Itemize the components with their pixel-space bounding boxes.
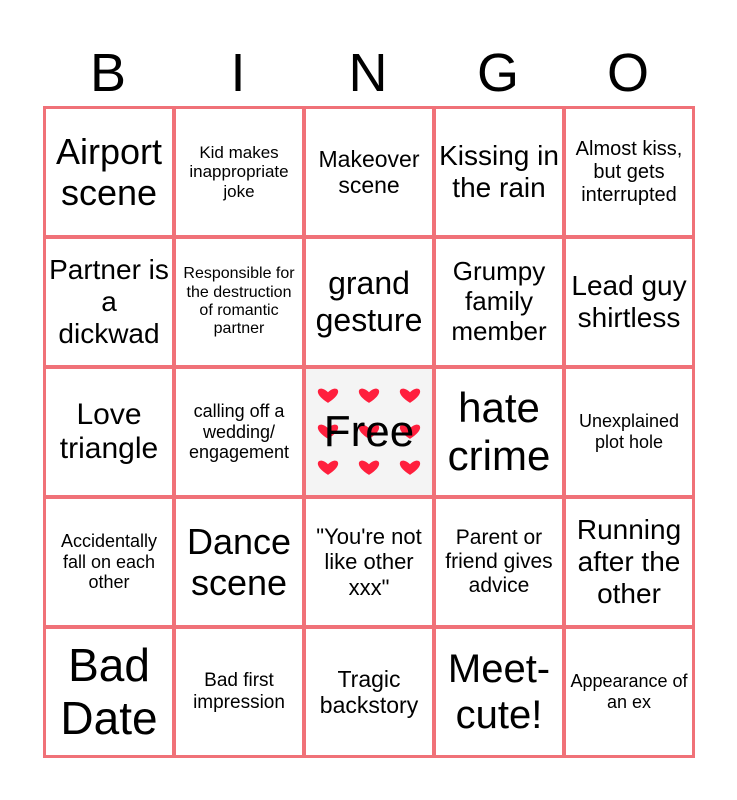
bingo-cell[interactable] bbox=[566, 109, 692, 235]
heart-icon bbox=[359, 461, 379, 475]
bingo-cell-text: "You're not like other xxx" bbox=[316, 524, 422, 600]
bingo-cell-text: Kid makes inappropriate joke bbox=[189, 142, 289, 201]
bingo-cell[interactable] bbox=[566, 629, 692, 755]
bingo-cell-text: Partner is a dickwad bbox=[49, 253, 169, 350]
header-letter-o: O bbox=[606, 43, 649, 103]
bingo-cell-text: calling off a wedding/ engagement bbox=[188, 400, 290, 463]
bingo-cell[interactable] bbox=[306, 499, 432, 625]
bingo-cell-text: Responsible for the destruction of romantic partner bbox=[183, 265, 295, 338]
bingo-cell-text: Lead guy shirtless bbox=[571, 269, 687, 333]
bingo-cell[interactable] bbox=[176, 109, 302, 235]
bingo-cell[interactable] bbox=[436, 239, 562, 365]
bingo-cell-text: Dance scene bbox=[186, 520, 292, 603]
bingo-cell[interactable] bbox=[436, 369, 562, 495]
bingo-cell[interactable] bbox=[46, 239, 172, 365]
bingo-cell-text: Running after the other bbox=[576, 513, 682, 610]
bingo-cell[interactable] bbox=[46, 369, 172, 495]
bingo-cell-text: Makeover scene bbox=[318, 145, 420, 198]
bingo-cell-text: Bad Date bbox=[60, 639, 158, 744]
heart-icon bbox=[400, 389, 420, 403]
bingo-cell[interactable] bbox=[566, 369, 692, 495]
bingo-cell-text: Tragic backstory bbox=[319, 665, 419, 718]
bingo-cell-text: Almost kiss, but gets interrupted bbox=[575, 137, 683, 206]
bingo-cell[interactable] bbox=[566, 499, 692, 625]
bingo-cell[interactable] bbox=[46, 499, 172, 625]
bingo-cell-text: Appearance of an ex bbox=[570, 671, 688, 712]
free-space-cell[interactable] bbox=[306, 369, 432, 495]
bingo-cell[interactable] bbox=[436, 109, 562, 235]
bingo-cell[interactable] bbox=[176, 629, 302, 755]
bingo-cell[interactable] bbox=[176, 499, 302, 625]
bingo-header bbox=[43, 40, 693, 106]
bingo-cell[interactable] bbox=[306, 629, 432, 755]
bingo-cell-text: Airport scene bbox=[55, 130, 163, 213]
heart-icon bbox=[400, 461, 420, 475]
bingo-cell[interactable] bbox=[566, 239, 692, 365]
bingo-cell-text: Unexplained plot hole bbox=[578, 411, 680, 452]
bingo-cell-text: Bad first impression bbox=[193, 670, 285, 713]
header-letter-n: N bbox=[348, 43, 388, 103]
header-letter-g: G bbox=[476, 43, 519, 103]
bingo-board bbox=[43, 106, 695, 758]
heart-icon bbox=[318, 389, 338, 403]
bingo-cell-text: Kissing in the rain bbox=[439, 139, 559, 203]
bingo-cell[interactable] bbox=[46, 109, 172, 235]
bingo-cell[interactable] bbox=[176, 369, 302, 495]
bingo-cell[interactable] bbox=[436, 629, 562, 755]
free-space-label: Free bbox=[323, 407, 415, 456]
bingo-cell[interactable] bbox=[306, 239, 432, 365]
heart-icon bbox=[318, 461, 338, 475]
bingo-cell[interactable] bbox=[46, 629, 172, 755]
header-letter-i: I bbox=[230, 43, 246, 103]
bingo-cell[interactable] bbox=[306, 109, 432, 235]
bingo-cell-text: Meet-cute! bbox=[447, 647, 551, 737]
bingo-cell-text: grand gesture bbox=[315, 265, 423, 338]
bingo-cell[interactable] bbox=[176, 239, 302, 365]
bingo-cell-text: Parent or friend gives advice bbox=[445, 525, 553, 598]
header-letter-b: B bbox=[89, 43, 127, 103]
heart-icon bbox=[359, 389, 379, 403]
bingo-cell-text: Love triangle bbox=[59, 397, 159, 465]
bingo-cell-text: hate crime bbox=[447, 383, 551, 479]
bingo-cell-text: Accidentally fall on each other bbox=[60, 530, 158, 593]
bingo-cell[interactable] bbox=[436, 499, 562, 625]
bingo-cell-text: Grumpy family member bbox=[451, 256, 547, 346]
